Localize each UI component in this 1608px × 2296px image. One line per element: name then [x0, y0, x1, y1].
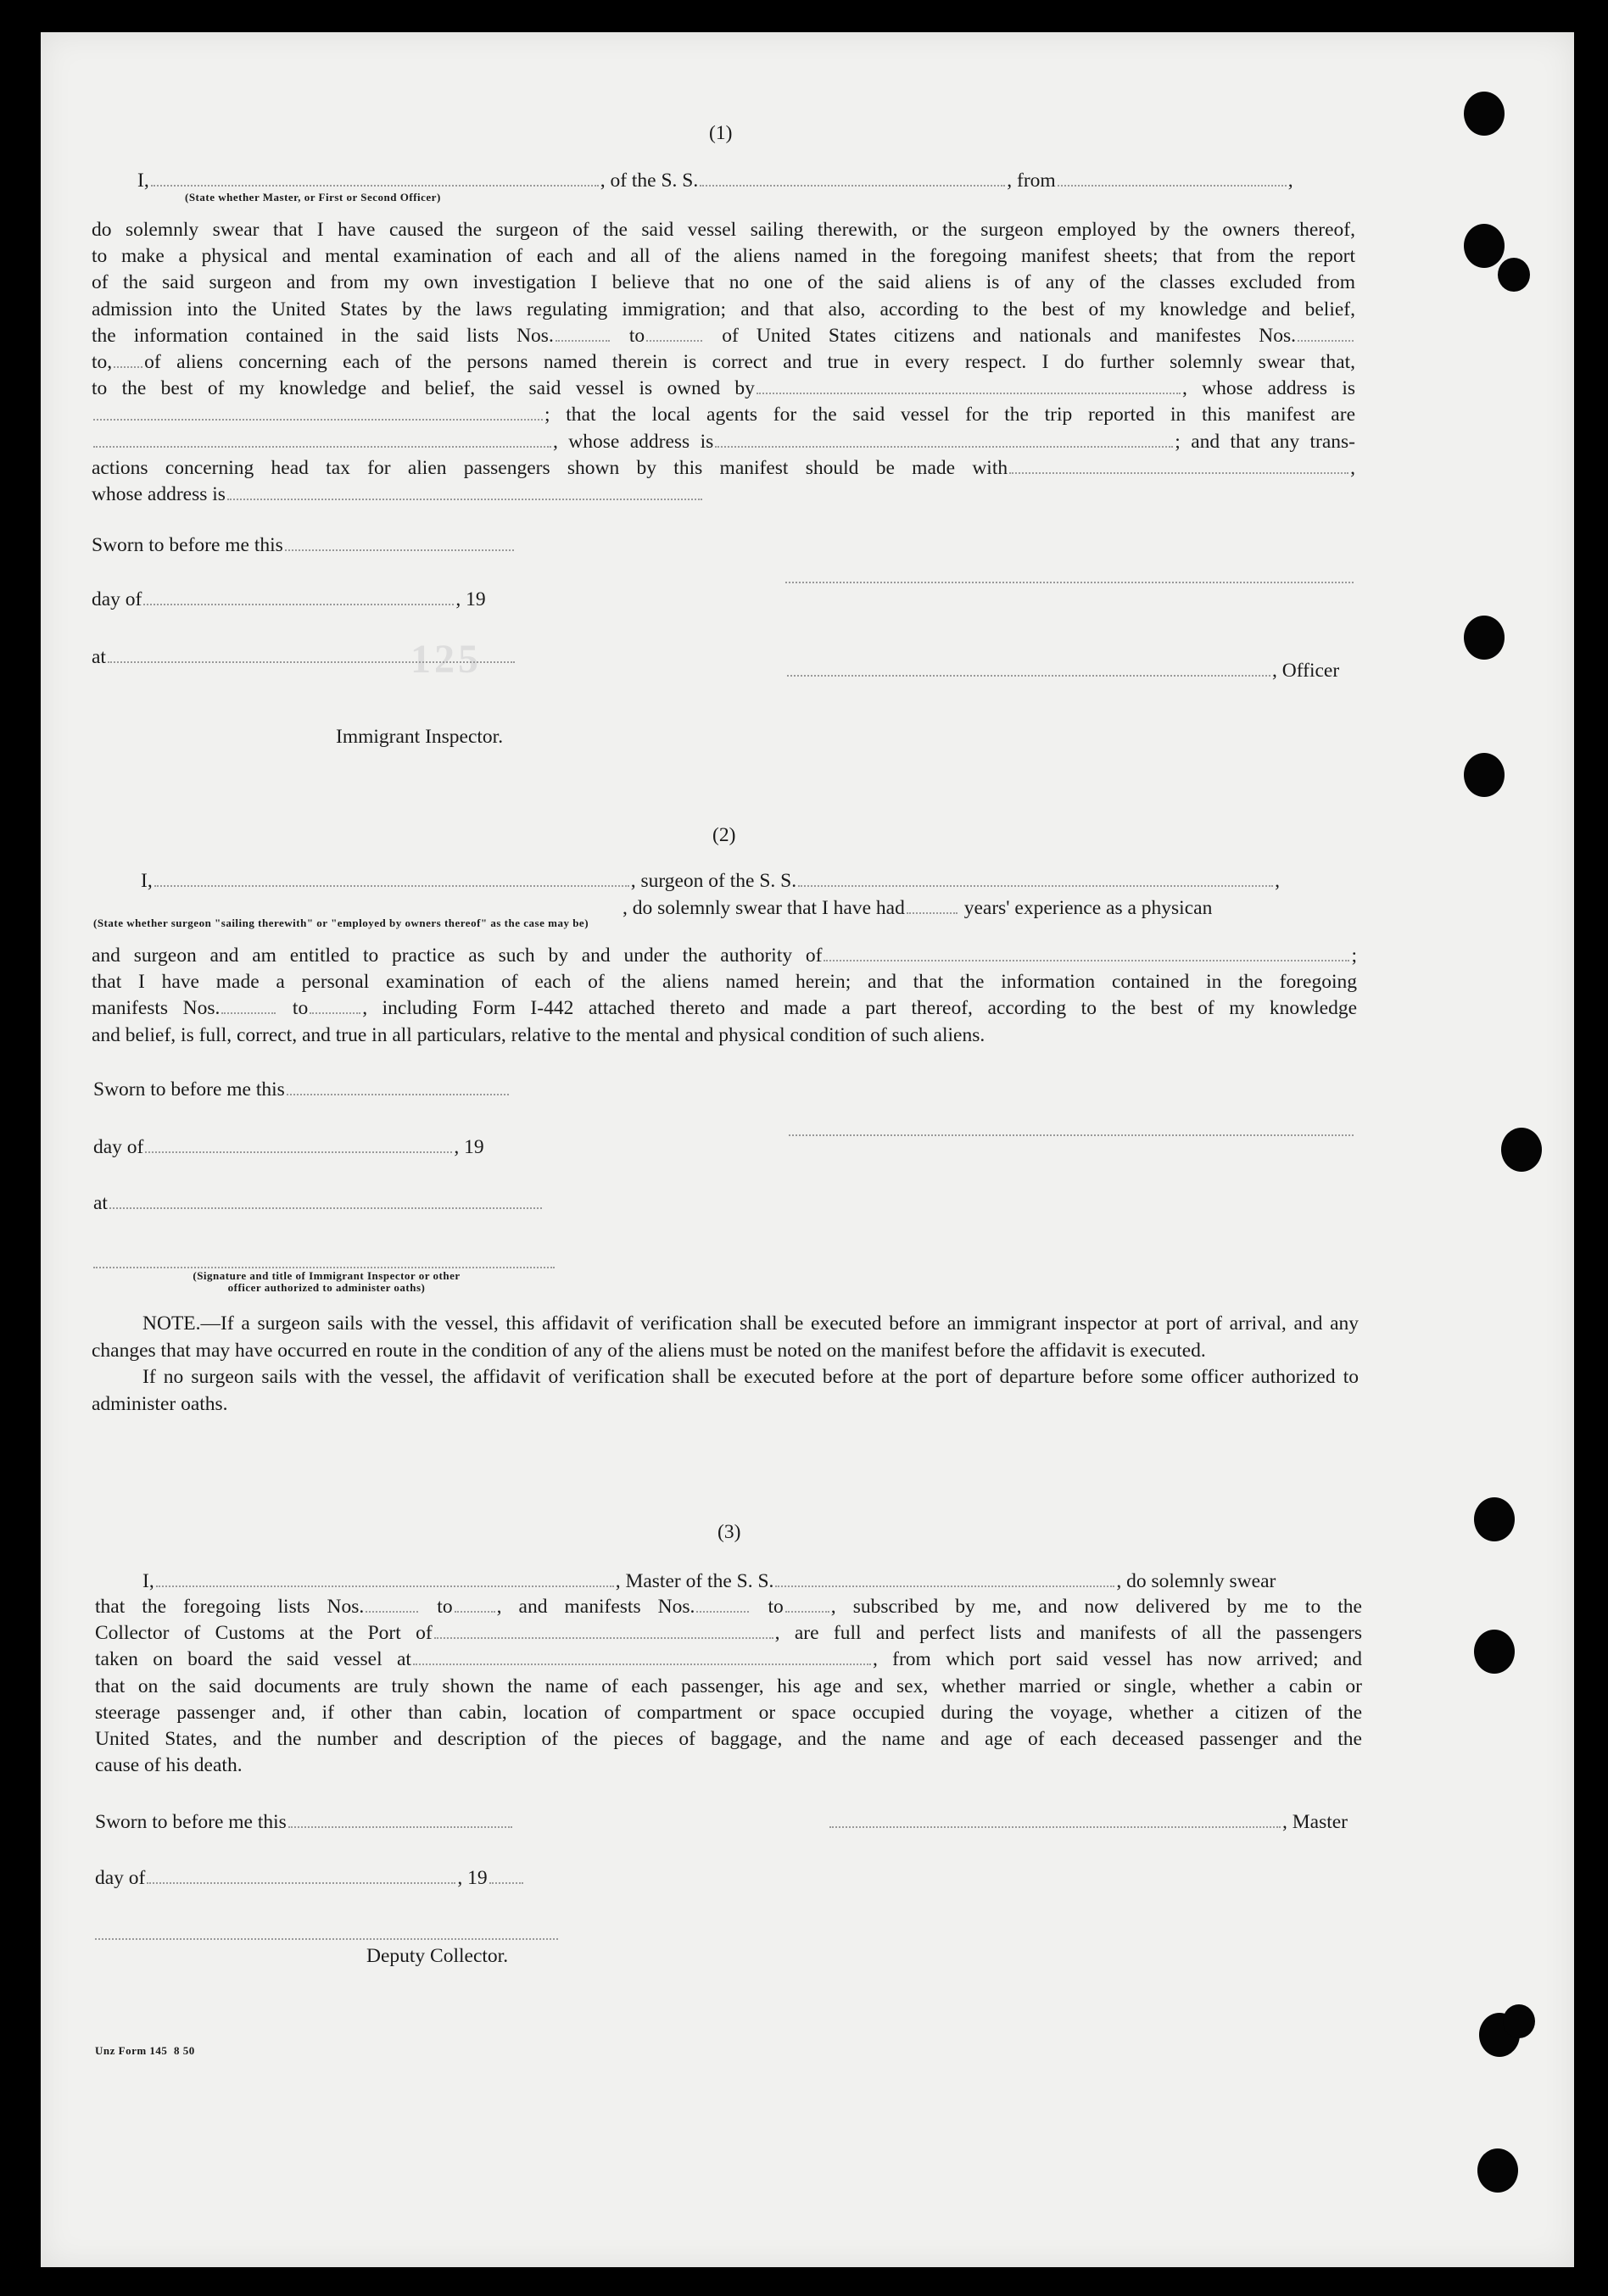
signature-line	[93, 1267, 555, 1268]
text: actions concerning head tax for alien passengers shown by this manifest should be made with ,	[92, 456, 1355, 479]
surgeon-note: (State whether surgeon "sailing therewith" or "employed by owners thereof" as the case may be)	[93, 917, 589, 929]
text: years' experience as a physican	[963, 897, 1213, 919]
punch-hole	[1474, 1497, 1515, 1541]
punch-hole	[1474, 1630, 1515, 1674]
punch-hole	[1464, 753, 1505, 797]
text	[95, 1594, 1362, 1620]
punch-hole	[1503, 2004, 1535, 2038]
at-line	[93, 1190, 544, 1217]
text: , surgeon of the S. S.	[630, 870, 797, 892]
text: , are full and perfect lists and manifests of all the passengers	[774, 1622, 1363, 1645]
section-2-line2	[623, 895, 1212, 922]
punch-hole	[1477, 2148, 1518, 2193]
text: that I have made a personal examination of each of the aliens named herein; and that the information contained in the foregoing	[92, 971, 1357, 994]
text: of the said surgeon and from my own investigation I believe that no one of the said aliens is of any of the classes excluded from	[92, 271, 1355, 294]
text	[92, 482, 1355, 508]
text: Collector of Customs at the Port of	[95, 1622, 433, 1645]
text: , whose address is	[553, 430, 714, 453]
master-signature-line	[828, 1809, 1348, 1836]
text: Unz Form 145	[95, 2044, 168, 2057]
text	[95, 1647, 1362, 1673]
officer-line	[785, 658, 1339, 684]
text: at	[92, 646, 106, 668]
text: to	[292, 997, 309, 1020]
day-line	[92, 587, 486, 613]
text: day of	[93, 1136, 144, 1158]
text: the information contained in the said lists Nos.	[92, 324, 554, 347]
text: , 19	[455, 588, 486, 610]
text: officer authorized to administer oaths)	[227, 1281, 426, 1294]
text: , subscribed by me, and now delivered by me to the	[830, 1596, 1362, 1618]
text: , of the S. S.	[600, 170, 699, 192]
text: day of	[95, 1867, 146, 1889]
text: do solemnly swear that I have caused the surgeon of the said vessel sailing therewith, or the surgeon employed by the owners thereof,	[92, 219, 1355, 241]
note-block	[92, 1311, 1359, 1418]
punch-hole	[1501, 1128, 1542, 1172]
text: NOTE.	[142, 1312, 201, 1335]
text: , whose address is	[1181, 377, 1355, 400]
signature-line	[789, 1134, 1354, 1136]
sworn-line	[92, 532, 516, 559]
immigrant-inspector-label: Immigrant Inspector.	[336, 726, 504, 748]
section-3-line1	[142, 1569, 1276, 1595]
text: , do solemnly swear	[1116, 1570, 1276, 1592]
text: , from	[1007, 170, 1056, 192]
officer-note: (State whether Master, or First or Second Officer)	[185, 191, 441, 203]
text: and belief, is full, correct, and true in all particulars, relative to the mental and physical condition of such aliens.	[92, 1023, 985, 1046]
text: to	[92, 351, 108, 374]
text: to make a physical and mental examination of each and all of the aliens named in the foregoing manifest sheets; that from the report	[92, 245, 1355, 268]
faint-stamp: 125	[410, 637, 482, 682]
text: at	[93, 1192, 108, 1214]
section-1-number: (1)	[709, 122, 733, 144]
text: whose address is	[92, 483, 226, 506]
punch-hole	[1464, 92, 1505, 136]
text: , Master	[1282, 1811, 1348, 1833]
text: , 19	[454, 1136, 484, 1158]
text	[92, 323, 1355, 349]
section-2-body	[92, 943, 1357, 1049]
punch-hole	[1498, 258, 1530, 292]
text: and surgeon and am entitled to practice as such by and under the authority of	[92, 945, 823, 967]
text: taken on board the said vessel at	[95, 1648, 411, 1671]
text: of aliens concerning each of the persons named therein is correct and true in every respect. I do further solemnly swear that,	[144, 351, 1355, 374]
section-1-body	[92, 217, 1355, 508]
text: , Master of the S. S.	[615, 1570, 774, 1592]
text: 8 50	[173, 2044, 195, 2057]
day-line	[95, 1865, 525, 1892]
section-3-number: (3)	[717, 1521, 741, 1543]
text: manifests Nos.	[92, 997, 221, 1020]
text: cause of his death.	[95, 1754, 243, 1777]
text	[92, 402, 1355, 428]
text: , from which port said vessel has now arrived; and	[872, 1648, 1362, 1671]
text: to the best of my knowledge and belief, the said vessel is owned by	[92, 377, 755, 400]
form-number	[95, 2045, 195, 2057]
signature-line	[95, 1938, 558, 1940]
text: , including Form I-442 attached thereto and made a part thereof, according to the best of my knowledge	[362, 997, 1357, 1020]
note-paragraph-1	[92, 1311, 1359, 1364]
text: (Signature and title of Immigrant Inspector or other	[193, 1269, 461, 1282]
text	[92, 376, 1355, 402]
section-2-line1: I, , surgeon of the S. S. ,	[141, 870, 1280, 892]
day-line	[93, 1134, 484, 1161]
at-line	[92, 644, 516, 671]
text: of United States citizens and nationals and manifestes Nos.	[722, 324, 1297, 347]
text: ; that the local agents for the said vessel for the trip reported in this manifest are	[544, 404, 1355, 426]
text	[92, 995, 1357, 1022]
section-1-line1: I, , of the S. S. , from ,	[137, 170, 1293, 192]
sworn-line	[93, 1077, 511, 1103]
text: that on the said documents are truly shown the name of each passenger, his age and sex, whether married or single, whether a cabin or	[95, 1675, 1362, 1697]
text: I,	[137, 170, 149, 192]
section-3-body	[95, 1594, 1362, 1779]
note-paragraph-2: If no surgeon sails with the vessel, the affidavit of verification shall be executed before at the port of departure before some officer authorized to administer oaths.	[92, 1366, 1359, 1415]
text: to	[628, 324, 645, 347]
signature-note	[127, 1270, 526, 1294]
text	[95, 1620, 1362, 1647]
text: to, of aliens concerning each of the persons named therein is correct and true in every respect. I do further solemnly swear that,	[92, 351, 1355, 374]
text: actions concerning head tax for alien passengers shown by this manifest should be made with	[92, 456, 1008, 479]
deputy-collector-label: Deputy Collector.	[366, 1945, 509, 1967]
sworn-line	[95, 1809, 514, 1836]
text: I,	[142, 1570, 154, 1592]
text: Sworn to before me this	[92, 534, 283, 556]
text: , and manifests Nos.	[496, 1596, 695, 1618]
text	[92, 429, 1355, 455]
section-2-number: (2)	[712, 824, 736, 846]
text: ; and that any trans-	[1175, 430, 1355, 453]
text: United States, and the number and description of the pieces of baggage, and the name and age of each deceased passenger and the	[95, 1728, 1362, 1751]
text: , 19	[457, 1867, 488, 1889]
text: admission into the United States by the laws regulating immigration; and that also, according to the best of my knowledge and belief,	[92, 298, 1355, 320]
text: that the foregoing lists Nos.	[95, 1596, 365, 1618]
text: day of	[92, 588, 142, 610]
signature-line	[785, 582, 1354, 583]
text: to	[437, 1596, 453, 1618]
punch-hole	[1464, 616, 1505, 660]
text: I,	[141, 870, 153, 892]
text: and surgeon and am entitled to practice as such by and under the authority of ;	[92, 945, 1357, 967]
text: to	[768, 1596, 784, 1618]
text: , Officer	[1272, 660, 1340, 682]
punch-hole	[1464, 224, 1505, 268]
text: , do solemnly swear that I have had	[623, 897, 905, 919]
text: —If a surgeon sails with the vessel, this affidavit of verification shall be executed before an immigrant inspector at port of arrival, and any changes that may have occurred en route in the condition of any of the aliens must be noted on the manifest before the affidavit is executed.	[92, 1312, 1359, 1362]
text: steerage passenger and, if other than cabin, location of compartment or space occupied during the voyage, whether a citizen of the	[95, 1701, 1362, 1724]
text: Sworn to before me this	[95, 1811, 287, 1833]
text: Sworn to before me this	[93, 1078, 285, 1101]
